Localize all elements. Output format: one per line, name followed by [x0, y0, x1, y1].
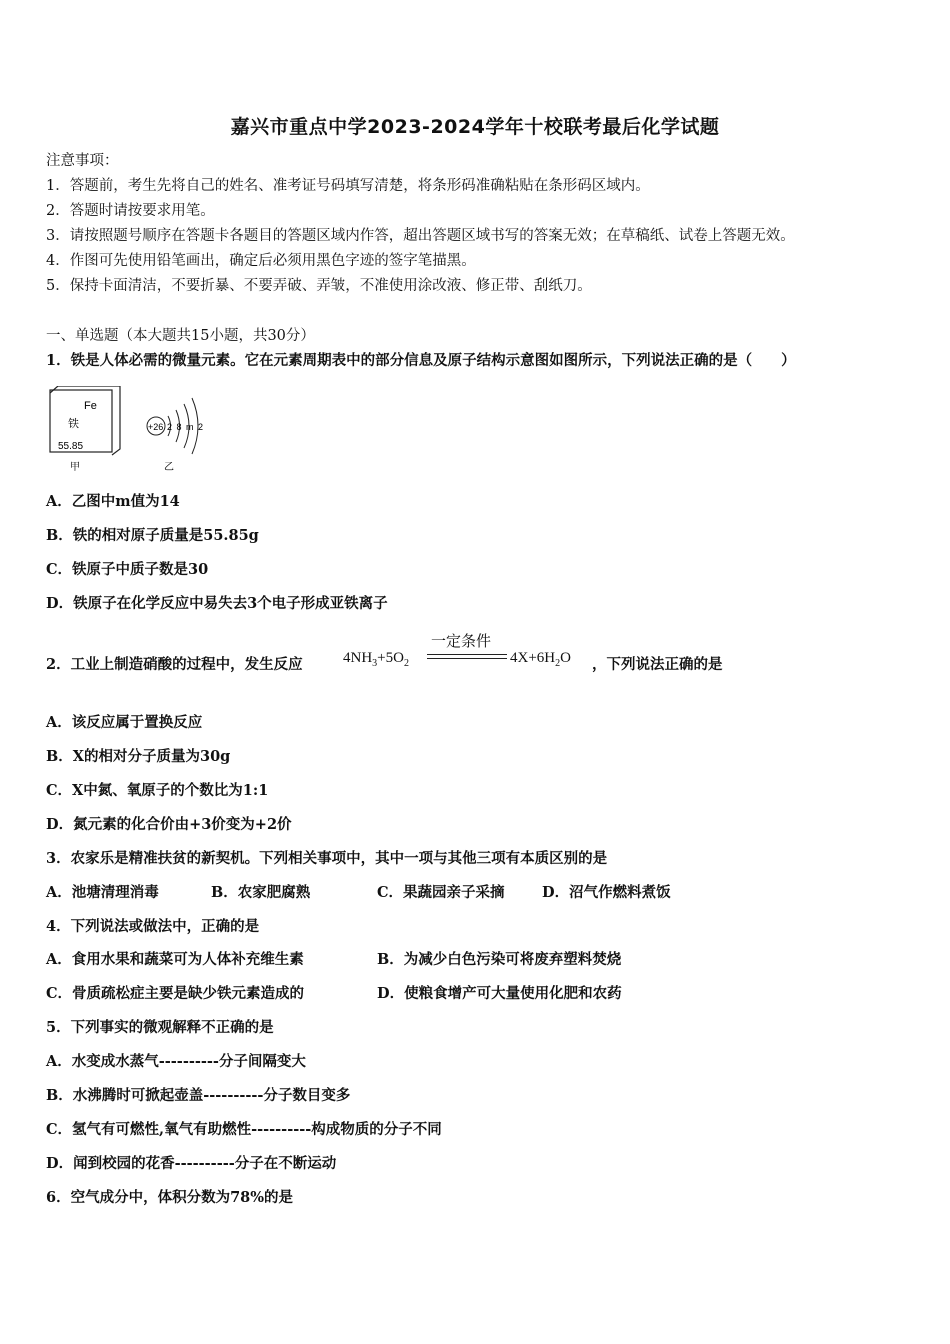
electron-shells: 2 8 m 2 — [167, 422, 205, 432]
question-1-stem: 1．铁是人体必需的微量元素。它在元素周期表中的部分信息及原子结构示意图如图所示，下列说法正确的是（ ） — [46, 352, 796, 369]
notice-item-2: 2．答题时请按要求用笔。 — [46, 203, 215, 219]
q5-option-d: D．闻到校园的花香----------分子在不断运动 — [46, 1155, 337, 1172]
figure-label-b: 乙 — [164, 462, 174, 473]
periodic-cell — [50, 386, 120, 473]
q5-option-a: A．水变成水蒸气----------分子间隔变大 — [46, 1053, 306, 1070]
notice-item-5: 5．保持卡面清洁，不要折暴、不要弄破、弄皱，不准使用涂改液、修正带、刮纸刀。 — [46, 278, 592, 294]
atom-diagram — [147, 398, 204, 473]
chemical-equation — [343, 630, 603, 678]
figure-label-a: 甲 — [70, 462, 80, 473]
page-title: 嘉兴市重点中学2023-2024学年十校联考最后化学试题 — [230, 116, 720, 138]
q3-option-a: A．池塘清理消毒 — [46, 884, 159, 901]
q4-option-d: D．使粮食增产可大量使用化肥和农药 — [377, 985, 622, 1002]
q3-option-b: B．农家肥腐熟 — [211, 884, 311, 901]
equation-condition: 一定条件 — [431, 634, 492, 650]
notice-item-3: 3．请按照题号顺序在答题卡各题目的答题区域内作答，超出答题区域书写的答案无效；在草稿纸、试卷上答题无效。 — [46, 228, 795, 244]
q1-option-c: C．铁原子中质子数是30 — [46, 561, 209, 578]
q1-option-d: D．铁原子在化学反应中易失去3个电子形成亚铁离子 — [46, 595, 388, 612]
element-name: 铁 — [68, 417, 79, 430]
equation-rhs: $4X+6H_2O$ — [510, 650, 571, 669]
q1-option-b: B．铁的相对原子质量是55.85g — [46, 527, 259, 544]
q4-option-b: B．为减少白色污染可将废弃塑料焚烧 — [377, 951, 622, 968]
notice-item-4: 4．作图可先使用铅笔画出，确定后必须用黑色字迹的签字笔描黑。 — [46, 253, 476, 269]
section-heading: 一、单选题（本大题共15小题，共30分） — [46, 328, 315, 344]
q2-option-a: A．该反应属于置换反应 — [46, 714, 203, 731]
equals-line-top — [427, 654, 507, 655]
q4-option-a: A．食用水果和蔬菜可为人体补充维生素 — [46, 951, 304, 968]
question-2-suffix: ，下列说法正确的是 — [592, 656, 723, 673]
nucleus-charge: +26 — [148, 422, 164, 432]
q4-option-c: C．骨质疏松症主要是缺少铁元素造成的 — [46, 985, 305, 1002]
equals-line-bottom — [427, 658, 507, 659]
q3-option-d: D．沼气作燃料煮饭 — [542, 884, 671, 901]
question-4-stem: 4．下列说法或做法中，正确的是 — [46, 918, 260, 935]
element-mass: 55.85 — [58, 441, 84, 452]
q5-option-c: C．氢气有可燃性,氧气有助燃性----------构成物质的分子不同 — [46, 1121, 442, 1138]
notice-heading: 注意事项： — [46, 153, 119, 169]
q2-option-c: C．X中氮、氧原子的个数比为1:1 — [46, 782, 269, 799]
notice-item-1: 1．答题前，考生先将自己的姓名、准考证号码填写清楚，将条形码准确粘贴在条形码区域内。 — [46, 178, 650, 194]
question-3-stem: 3．农家乐是精准扶贫的新契机。下列相关事项中，其中一项与其他三项有本质区别的是 — [46, 850, 608, 867]
question-2-prefix: 2．工业上制造硝酸的过程中，发生反应 — [46, 656, 303, 673]
iron-figure — [46, 386, 216, 476]
question-6-stem: 6．空气成分中，体积分数为78%的是 — [46, 1189, 294, 1206]
element-symbol: Fe — [84, 400, 97, 412]
q5-option-b: B．水沸腾时可掀起壶盖----------分子数目变多 — [46, 1087, 351, 1104]
q3-option-c: C．果蔬园亲子采摘 — [377, 884, 505, 901]
question-5-stem: 5．下列事实的微观解释不正确的是 — [46, 1019, 274, 1036]
q2-option-b: B．X的相对分子质量为30g — [46, 748, 231, 765]
q2-option-d: D．氮元素的化合价由+3价变为+2价 — [46, 816, 292, 833]
equation-lhs: $4NH_3+5O_2$ — [343, 650, 409, 669]
q1-option-a: A．乙图中m值为14 — [46, 493, 180, 510]
